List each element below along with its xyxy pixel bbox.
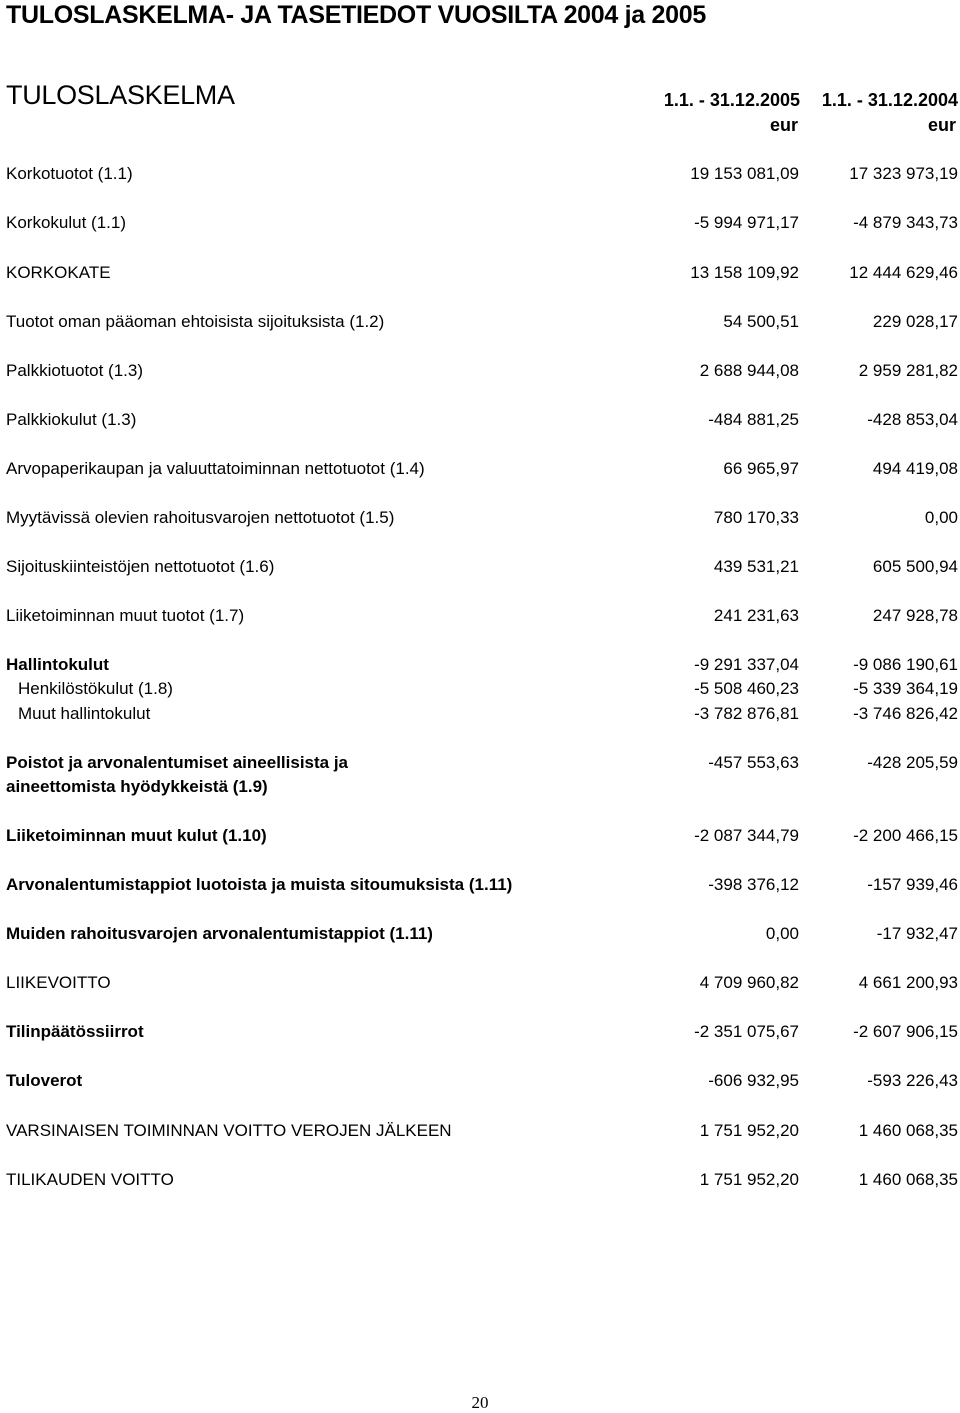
- row-label: Muiden rahoitusvarojen arvonalentumistappiot (1.11): [6, 924, 433, 943]
- row-label: Korkokulut (1.1): [6, 213, 126, 232]
- value-2005: -2 087 344,79: [694, 826, 799, 845]
- table-row-tilikauden-voitto: [0, 1170, 960, 1192]
- column-header-2004: 1.1. - 31.12.2004: [821, 90, 958, 110]
- value-2004: 0,00: [924, 508, 958, 527]
- value-2005: -606 932,95: [708, 1071, 799, 1090]
- row-label: Sijoituskiinteistöjen nettotuotot (1.6): [6, 557, 275, 576]
- value-2005: 439 531,21: [713, 557, 799, 576]
- table-row-palkkiokulut: [0, 410, 960, 432]
- table-row-varsinaisen-toiminnan-voitto: [0, 1121, 960, 1143]
- value-2005: -5 508 460,23: [694, 679, 799, 698]
- value-2005: 66 965,97: [723, 459, 799, 478]
- row-label: Liiketoiminnan muut kulut (1.10): [6, 826, 267, 845]
- table-row-palkkiotuotot: [0, 361, 960, 383]
- page-number: 20: [471, 1393, 489, 1412]
- value-2004: -2 607 906,15: [853, 1022, 958, 1041]
- row-label: Tuotot oman pääoman ehtoisista sijoituksista (1.2): [6, 312, 385, 331]
- value-2004: -157 939,46: [867, 875, 958, 894]
- value-2005: 1 751 952,20: [699, 1121, 799, 1140]
- table-row-hallintokulut: [0, 655, 960, 677]
- value-2005: -457 553,63: [708, 753, 799, 772]
- row-label: Palkkiotuotot (1.3): [6, 361, 144, 380]
- value-2005: 780 170,33: [713, 508, 799, 527]
- value-2004: 1 460 068,35: [858, 1121, 958, 1140]
- table-row-henkilostokulut: [0, 679, 960, 701]
- value-2005: 0,00: [765, 924, 799, 943]
- value-2004: 1 460 068,35: [858, 1170, 958, 1189]
- value-2005: -3 782 876,81: [694, 704, 799, 723]
- value-2004: -4 879 343,73: [853, 213, 958, 232]
- row-label: VARSINAISEN TOIMINNAN VOITTO VEROJEN JÄLKEEN: [6, 1121, 452, 1140]
- value-2004: 605 500,94: [872, 557, 958, 576]
- row-label: Muut hallintokulut: [18, 704, 151, 723]
- row-label: Palkkiokulut (1.3): [6, 410, 137, 429]
- value-2005: -484 881,25: [708, 410, 799, 429]
- value-2005: 1 751 952,20: [699, 1170, 799, 1189]
- value-2005: -398 376,12: [708, 875, 799, 894]
- row-label: Hallintokulut: [6, 655, 109, 674]
- value-2004: -3 746 826,42: [853, 704, 958, 723]
- row-label: Myytävissä olevien rahoitusvarojen nettotuotot (1.5): [6, 508, 395, 527]
- table-row-korkotuotot: [0, 164, 960, 186]
- table-row-muut-kulut: [0, 826, 960, 848]
- value-2004: 17 323 973,19: [849, 164, 958, 183]
- unit-label-2005: eur: [769, 115, 798, 135]
- row-label: Henkilöstökulut (1.8): [18, 679, 173, 698]
- row-label: Arvopaperikaupan ja valuuttatoiminnan nettotuotot (1.4): [6, 459, 425, 478]
- row-label: Korkotuotot (1.1): [6, 164, 133, 183]
- value-2004: 12 444 629,46: [849, 263, 958, 282]
- unit-label-2004: eur: [927, 115, 956, 135]
- value-2004: -9 086 190,61: [853, 655, 958, 674]
- value-2005: 2 688 944,08: [699, 361, 799, 380]
- table-row-tuotot-oman-paaoman: [0, 312, 960, 334]
- row-label: KORKOKATE: [6, 263, 111, 282]
- table-row-tilinpaatossiirrot: [0, 1022, 960, 1044]
- value-2004: 4 661 200,93: [858, 973, 958, 992]
- table-row-korkokate: [0, 263, 960, 285]
- row-label-continued: aineettomista hyödykkeistä (1.9): [6, 777, 268, 796]
- table-row-myytavissa: [0, 508, 960, 530]
- table-row-rahoitusvarojen-arvonalentumistappiot: [0, 924, 960, 946]
- value-2004: -428 853,04: [867, 410, 958, 429]
- row-label: TILIKAUDEN VOITTO: [6, 1170, 174, 1189]
- document-title: TULOSLASKELMA- JA TASETIEDOT VUOSILTA 2004 ja 2005: [6, 1, 706, 29]
- value-2004: 229 028,17: [872, 312, 958, 331]
- row-label: Tilinpäätössiirrot: [6, 1022, 144, 1041]
- value-2005: 19 153 081,09: [690, 164, 799, 183]
- value-2004: 2 959 281,82: [858, 361, 958, 380]
- value-2005: 13 158 109,92: [690, 263, 799, 282]
- table-row-arvopaperikauppa: [0, 459, 960, 481]
- value-2005: 54 500,51: [723, 312, 799, 331]
- value-2004: -428 205,59: [867, 753, 958, 772]
- value-2005: 4 709 960,82: [699, 973, 799, 992]
- value-2004: -593 226,43: [867, 1071, 958, 1090]
- value-2005: 241 231,63: [713, 606, 799, 625]
- value-2004: -2 200 466,15: [853, 826, 958, 845]
- table-row-korkokulut: [0, 213, 960, 235]
- row-label: Liiketoiminnan muut tuotot (1.7): [6, 606, 245, 625]
- row-label: Poistot ja arvonalentumiset aineellisista ja: [6, 753, 349, 772]
- table-row-liikevoitto: [0, 973, 960, 995]
- row-label: LIIKEVOITTO: [6, 973, 111, 992]
- value-2005: -9 291 337,04: [694, 655, 799, 674]
- row-label: Tuloverot: [6, 1071, 83, 1090]
- column-header-2005: 1.1. - 31.12.2005: [663, 90, 800, 110]
- table-row-muut-hallintokulut: [0, 704, 960, 726]
- value-2004: 247 928,78: [872, 606, 958, 625]
- section-heading: TULOSLASKELMA: [6, 80, 235, 110]
- table-row-poistot: [0, 753, 960, 799]
- value-2005: -5 994 971,17: [694, 213, 799, 232]
- value-2004: -17 932,47: [876, 924, 958, 943]
- row-label: Arvonalentumistappiot luotoista ja muista sitoumuksista (1.11): [6, 875, 513, 894]
- value-2004: -5 339 364,19: [853, 679, 958, 698]
- table-row-tuloverot: [0, 1071, 960, 1093]
- table-row-arvonalentumistappiot-luotoista: [0, 875, 960, 897]
- value-2004: 494 419,08: [872, 459, 958, 478]
- value-2005: -2 351 075,67: [694, 1022, 799, 1041]
- table-row-muut-tuotot: [0, 606, 960, 628]
- table-row-sijoituskiinteistot: [0, 557, 960, 579]
